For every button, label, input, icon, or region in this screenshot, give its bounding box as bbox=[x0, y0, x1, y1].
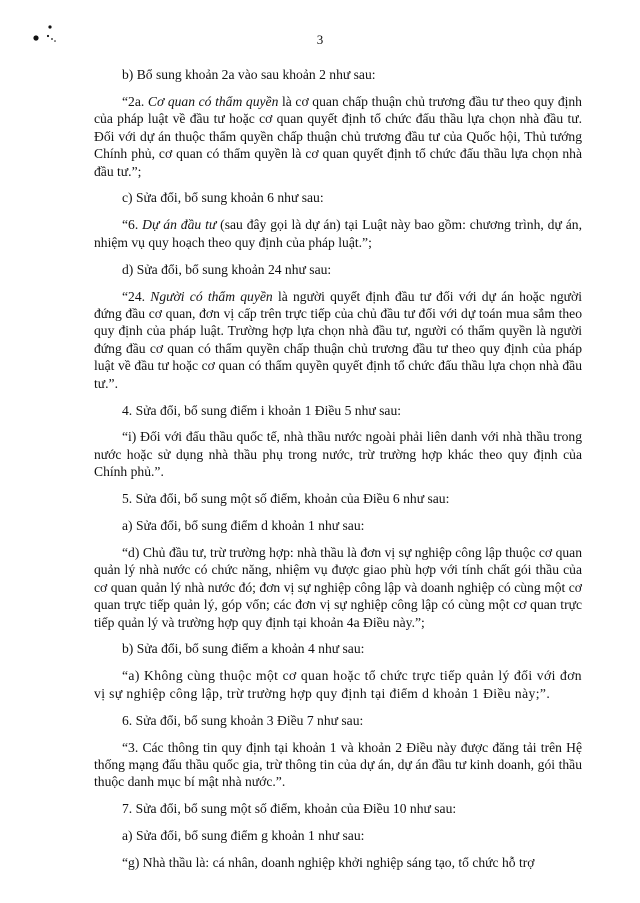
point-i-text: “i) Đối với đấu thầu quốc tế, nhà thầu nước ngoài phải liên danh với nhà thầu trong nước hoặc sử dụng nhà thầu phụ trong nước, trừ trường hợp khác theo quy định của Chính phủ.”. bbox=[94, 429, 582, 480]
clause-24-text bbox=[94, 288, 582, 392]
defined-term-competent-person: Người có thẩm quyền bbox=[150, 288, 273, 304]
document-body bbox=[94, 66, 582, 881]
point-g-text: “g) Nhà thầu là: cá nhân, doanh nghiệp khởi nghiệp sáng tạo, tổ chức hỗ trợ bbox=[122, 855, 535, 871]
amendment-instruction-point-a: b) Sửa đổi, bổ sung điểm a khoản 4 như sau: bbox=[122, 641, 365, 657]
clause-3-text: “3. Các thông tin quy định tại khoản 1 và khoản 2 Điều này được đăng tải trên Hệ thống mạng đấu thầu quốc gia, trừ thông tin của dự án, dự án đầu tư kinh doanh, gói thầu thuộc danh mục bí mật nhà nước.”. bbox=[94, 739, 582, 790]
amendment-instruction-article-6: 5. Sửa đổi, bổ sung một số điểm, khoản của Điều 6 như sau: bbox=[122, 491, 450, 507]
amendment-instruction-article-5: 4. Sửa đổi, bổ sung điểm i khoản 1 Điều 5 như sau: bbox=[122, 402, 402, 418]
defined-term-investment-project: Dự án đầu tư bbox=[142, 217, 217, 233]
defined-term-competent-authority: Cơ quan có thẩm quyền bbox=[147, 93, 279, 109]
clause-24-number: “24. bbox=[122, 288, 151, 304]
clause-6-text bbox=[94, 216, 582, 251]
clause-2a-text bbox=[94, 93, 582, 180]
amendment-instruction-article-10: 7. Sửa đổi, bổ sung một số điểm, khoản của Điều 10 như sau: bbox=[122, 801, 457, 817]
amendment-instruction-point-g: a) Sửa đổi, bổ sung điểm g khoản 1 như sau: bbox=[122, 828, 365, 844]
amendment-instruction-6: c) Sửa đổi, bổ sung khoản 6 như sau: bbox=[122, 190, 324, 206]
clause-6-body: (sau đây gọi là dự án) tại Luật này bao gồm: chương trình, dự án, nhiệm vụ quy hoạch theo quy định của pháp luật.”; bbox=[94, 217, 582, 250]
amendment-instruction-article-7: 6. Sửa đổi, bổ sung khoản 3 Điều 7 như sau: bbox=[122, 712, 364, 728]
amendment-instruction-2a: b) Bổ sung khoản 2a vào sau khoản 2 như sau: bbox=[122, 67, 376, 82]
clause-2a-body: là cơ quan chấp thuận chủ trương đầu tư theo quy định của pháp luật về đầu tư hoặc cơ quan quyết định tổ chức đấu thầu lựa chọn nhà đầu tư. Đối với dự án thuộc thẩm quyền chấp thuận chủ trương đầu tư của Quốc hội, Thủ tướng Chính phủ, cơ quan có thẩm quyền là cơ quan quyết định tổ chức đấu thầu lựa chọn nhà đầu tư.”; bbox=[94, 93, 582, 179]
clause-2a-number: “2a. bbox=[122, 93, 148, 109]
point-a-text: “a) Không cùng thuộc một cơ quan hoặc tổ chức trực tiếp quản lý đối với đơn vị sự nghiệp công lập, trừ trường hợp quy định tại điểm d khoản 1 Điều này;”. bbox=[94, 668, 582, 701]
amendment-instruction-point-d: a) Sửa đổi, bổ sung điểm d khoản 1 như sau: bbox=[122, 518, 365, 534]
point-d-text: “d) Chủ đầu tư, trừ trường hợp: nhà thầu là đơn vị sự nghiệp công lập thuộc cơ quan quản lý nhà nước có chức năng, nhiệm vụ được giao phù hợp với tính chất gói thầu của cơ quan quản lý nhà nước đó; đơn vị sự nghiệp công lập và doanh nghiệp có cùng một cơ quan trực tiếp quản lý, góp vốn; các đơn vị sự nghiệp công lập có cùng một cơ quan trực tiếp quản lý và trường hợp quy định tại khoản 4a Điều này.”; bbox=[94, 544, 582, 630]
page-number: 3 bbox=[316, 32, 324, 47]
clause-24-body: là người quyết định đầu tư đối với dự án hoặc người đứng đầu cơ quan, đơn vị cấp trên trực tiếp của chủ đầu tư đối với dự toán mua sắm theo quy định của pháp luật. Trường hợp lựa chọn nhà đầu tư, người có thẩm quyền là người đứng đầu cơ quan có thẩm quyền chấp thuận chủ trương đầu tư theo quy định của pháp luật về đầu tư hoặc cơ quan có thẩm quyền quyết định tổ chức đấu thầu lựa chọn nhà đầu tư.”. bbox=[94, 288, 582, 391]
amendment-instruction-24: d) Sửa đổi, bổ sung khoản 24 như sau: bbox=[122, 261, 332, 277]
clause-6-number: “6. bbox=[122, 217, 143, 233]
